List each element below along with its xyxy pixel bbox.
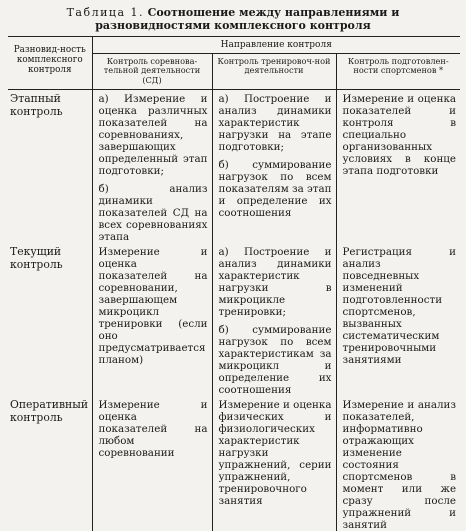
cell-paragraph: б) суммирование нагрузок по всем показателям за этап и определение их соотношения [218,159,332,220]
column-header: Контроль тренировоч-ной деятельности [212,53,336,90]
direction-header: Направление контроля [92,37,460,54]
table-caption [8,6,458,32]
table-cell [92,243,212,396]
cell-paragraph: б) анализ динамики показателей СД на всех соревнованиях этапа [98,183,208,244]
cell-paragraph: Измерение и оценка показателей на соревновании, завершающем микроцикл тренировки (если оно предусматривается планом) [98,246,208,367]
cell-paragraph: Измерение и оценка показателей на любом соревновании [98,399,208,460]
table-row [8,90,460,244]
row-label: Текущий контроль [10,245,63,271]
control-table [8,36,460,531]
table-row [8,243,460,396]
cell-paragraph: б) суммирование нагрузок по всем характеристикам за микроцикл и определение их соотношения [218,324,332,397]
cell-paragraph: а) Построение и анализ динамики характеристик нагрузки в микроцикле тренировки; [218,246,332,319]
row-label: Оперативный контроль [10,398,89,424]
row-label: Этапный контроль [10,92,63,118]
table-number: Таблица 1. [66,6,145,19]
cell-paragraph: Измерение и оценка физических и физиологических характеристик нагрузки упражнений, серии упражнений, тренировочного занятия [218,399,332,508]
row-header: Разновид-ность комплексного контроля [8,37,92,90]
table-cell [212,90,336,244]
table-title: Соотношение между направлениями и разновидностями комплексного контроля [95,6,400,32]
table-cell [336,243,460,396]
table-row [8,396,460,531]
table-cell [92,90,212,244]
table-cell [212,396,336,531]
table-cell [336,396,460,531]
table-cell [92,396,212,531]
table-cell [212,243,336,396]
cell-paragraph: Измерение и оценка показателей и контроля в специально организованных условиях в конце этапа подготовки [342,93,457,178]
column-header: Контроль подготовлен-ности спортсменов * [336,53,460,90]
table-cell [336,90,460,244]
cell-paragraph: а) Измерение и оценка различных показателей на соревнованиях, завершающих определенный этап подготовки; [98,93,208,178]
column-header: Контроль соревнова-тельной деятельности (СД) [92,53,212,90]
cell-paragraph: Регистрация и анализ повседневных изменений подготовленности спортсменов, вызванных систематическим тренировочными занятиями [342,246,457,367]
cell-paragraph: Измерение и анализ показателей, информативно отражающих изменение состояния спортсменов в момент или же сразу после упражнений и занятий [342,399,457,531]
cell-paragraph: а) Построение и анализ динамики характеристик нагрузки на этапе подготовки; [218,93,332,154]
